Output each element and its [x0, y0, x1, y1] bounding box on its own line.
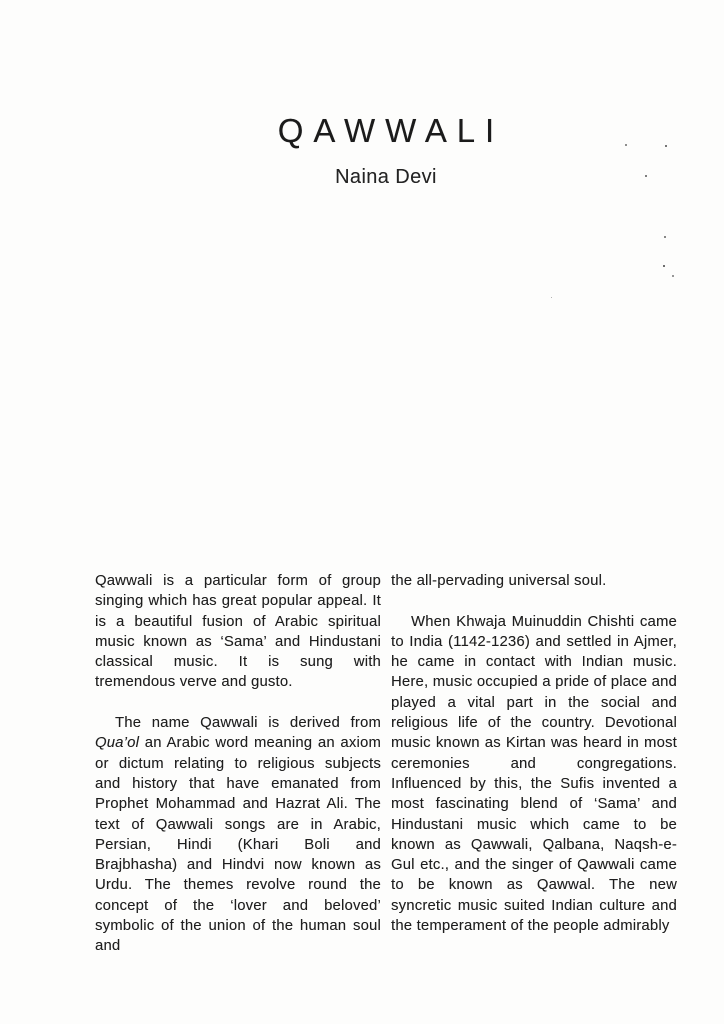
paragraph-etymology-lead: The name Qawwali is derived from — [115, 715, 381, 732]
paragraph-etymology-rest: an Arabic word meaning an axiom or dictum relating to religious subjects and history that have emanated from Prophet Mohammad and Hazrat Ali. The text of Qawwali songs are in Arabic, Persian, Hindi (Khari Boli and Brajbhasha) and Hindvi now known as Urdu. The themes revolve round the concept of the ‘lover and beloved’ symbolic of the union of the human soul and — [95, 735, 381, 955]
scan-speck — [625, 144, 627, 146]
scan-speck — [645, 175, 647, 177]
scan-speck — [664, 236, 666, 238]
page-title: QAWWALI — [277, 112, 505, 149]
paragraph-history: When Khwaja Muinuddin Chishti came to India (1142-1236) and settled in Ajmer, he came in contact with Indian music. Here, music occupied a pride of place and played a vital part in the social and religious life of the country. Devotional music known as Kirtan was heard in most ceremonies and congregations. Influenced by this, the Sufis invented a most fascinating blend of ‘Sama’ and Hindustani music which came to be known as Qawwali, Qalbana, Naqsh-e-Gul etc., and the singer of Qawwali came to be known as Qawwal. The new syncretic music suited Indian culture and the temperament of the people admirably — [391, 613, 677, 935]
right-column — [391, 571, 677, 957]
scan-speck — [665, 145, 667, 147]
paragraph-continuation: the all-pervading universal soul. — [391, 573, 607, 589]
scan-speck — [551, 297, 552, 298]
scan-speck — [663, 265, 665, 267]
author-byline: Naina Devi — [335, 166, 437, 188]
article-body — [95, 571, 677, 957]
paragraph-intro: Qawwali is a particular form of group singing which has great popular appeal. It is a beautiful fusion of Arabic spiritual music known as ‘Sama’ and Hindustani classical music. It is sung with tremendous verve and gusto. — [95, 573, 381, 691]
scan-speck — [672, 275, 674, 277]
paragraph-etymology — [95, 713, 381, 957]
left-column — [95, 571, 381, 957]
italic-term: Qua’ol — [95, 735, 140, 752]
